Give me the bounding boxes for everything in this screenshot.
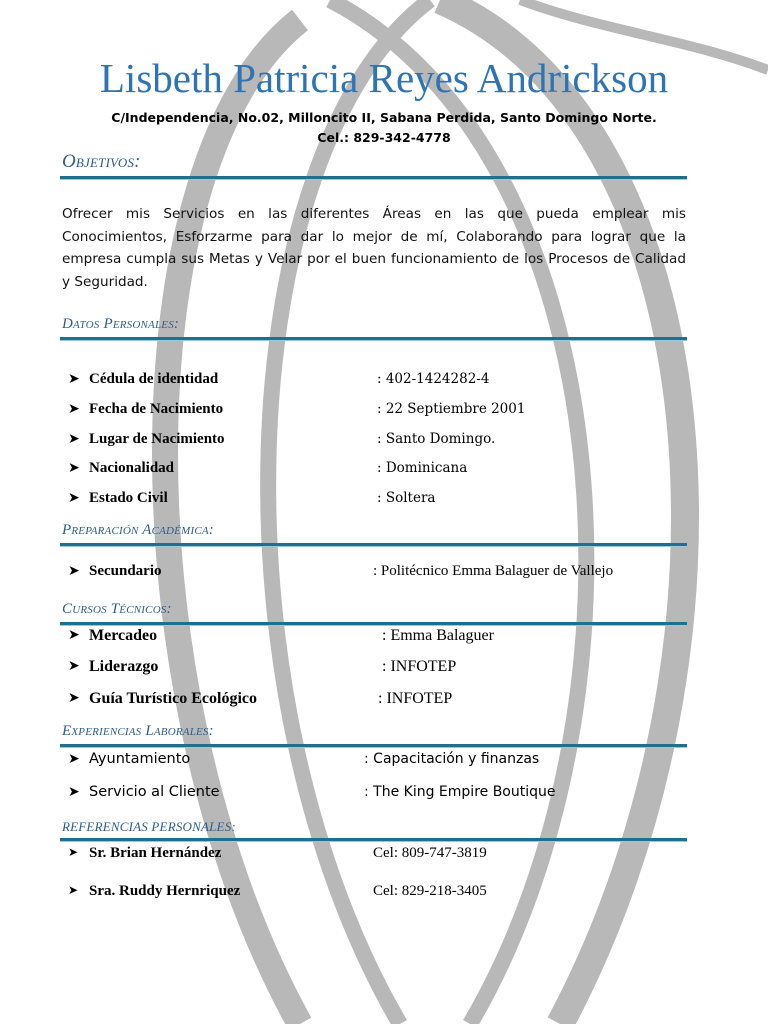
field-value: : Dominicana — [377, 460, 468, 476]
field-label: Estado Civil — [89, 490, 168, 506]
list-item — [68, 883, 708, 905]
section-rule — [60, 744, 687, 747]
section-title-objetivos: Objetivos: — [62, 151, 141, 172]
field-value: : 402-1424282-4 — [377, 371, 490, 387]
field-label: Sra. Ruddy Hernriquez — [89, 883, 241, 899]
field-value: : 22 Septiembre 2001 — [377, 401, 526, 417]
list-item — [68, 431, 708, 453]
field-label: Secundario — [89, 563, 162, 579]
field-label: Ayuntamiento — [89, 751, 191, 767]
arrow-bullet-icon: ➤ — [68, 658, 80, 674]
arrow-bullet-icon: ➤ — [68, 627, 80, 643]
candidate-name: Lisbeth Patricia Reyes Andrickson — [99, 55, 669, 101]
section-rule — [60, 622, 687, 625]
section-title-referencias-personales: REFERENCIAS PERSONALES: — [62, 819, 236, 834]
list-item — [68, 371, 708, 393]
arrow-bullet-icon: ➤ — [68, 490, 80, 506]
section-title-cursos-tecnicos: Cursos Técnicos: — [62, 601, 172, 617]
field-value: Cel: 809-747-3819 — [373, 845, 487, 861]
field-value: : Politécnico Emma Balaguer de Vallejo — [373, 563, 614, 579]
arrow-bullet-icon: ➤ — [68, 883, 79, 897]
field-label: Sr. Brian Hernández — [89, 845, 222, 861]
arrow-bullet-icon: ➤ — [68, 563, 80, 579]
arrow-bullet-icon: ➤ — [68, 690, 80, 706]
arrow-bullet-icon: ➤ — [68, 784, 80, 800]
list-item — [68, 627, 708, 649]
list-item — [68, 751, 708, 773]
list-item — [68, 490, 708, 512]
arrow-bullet-icon: ➤ — [68, 371, 80, 387]
arrow-bullet-icon: ➤ — [68, 401, 80, 417]
field-label: Cédula de identidad — [89, 371, 219, 387]
field-label: Nacionalidad — [89, 460, 175, 476]
section-rule — [60, 838, 687, 841]
arrow-bullet-icon: ➤ — [68, 751, 80, 767]
field-label: Lugar de Nacimiento — [89, 431, 225, 447]
section-rule — [60, 176, 687, 179]
list-item — [68, 401, 708, 423]
arrow-bullet-icon: ➤ — [68, 460, 80, 476]
field-value: : INFOTEP — [382, 658, 457, 675]
field-value: : Santo Domingo. — [377, 431, 496, 447]
field-value: : Capacitación y finanzas — [364, 751, 540, 767]
section-title-datos-personales: Datos Personales: — [62, 316, 180, 332]
field-label: Fecha de Nacimiento — [89, 401, 224, 417]
arrow-bullet-icon: ➤ — [68, 431, 80, 447]
field-value: Cel: 829-218-3405 — [373, 883, 487, 899]
list-item — [68, 784, 708, 806]
arrow-bullet-icon: ➤ — [68, 845, 79, 859]
field-value: : Soltera — [377, 490, 436, 506]
objetivos-paragraph: Ofrecer mis Servicios en las diferentes Áreas en las que pueda emplear mis Conocimientos, Esforzarme para dar lo mejor de mí, Colaborando para lograr que la empresa cumpla sus Metas y Velar por el buen funcionamiento de los Procesos de Calidad y Seguridad. — [62, 206, 686, 290]
field-label: Servicio al Cliente — [89, 784, 220, 800]
list-item — [68, 658, 708, 680]
section-rule — [60, 337, 687, 340]
field-label: Liderazgo — [89, 658, 159, 675]
section-title-preparacion-academica: Preparación Académica: — [62, 522, 214, 538]
list-item — [68, 845, 708, 867]
field-value: : INFOTEP — [378, 690, 453, 707]
section-rule — [60, 543, 687, 546]
field-label: Guía Turístico Ecológico — [89, 690, 258, 707]
field-value: : Emma Balaguer — [382, 627, 494, 644]
list-item — [68, 563, 708, 585]
phone-line: Cel.: 829-342-4778 — [317, 130, 451, 145]
field-label: Mercadeo — [89, 627, 158, 644]
list-item — [68, 460, 708, 482]
address-line: C/Independencia, No.02, Milloncito II, Sabana Perdida, Santo Domingo Norte. — [111, 110, 657, 125]
section-title-experiencias-laborales: Experiencias Laborales: — [62, 723, 214, 739]
list-item — [68, 690, 708, 712]
field-value: : The King Empire Boutique — [364, 784, 556, 800]
